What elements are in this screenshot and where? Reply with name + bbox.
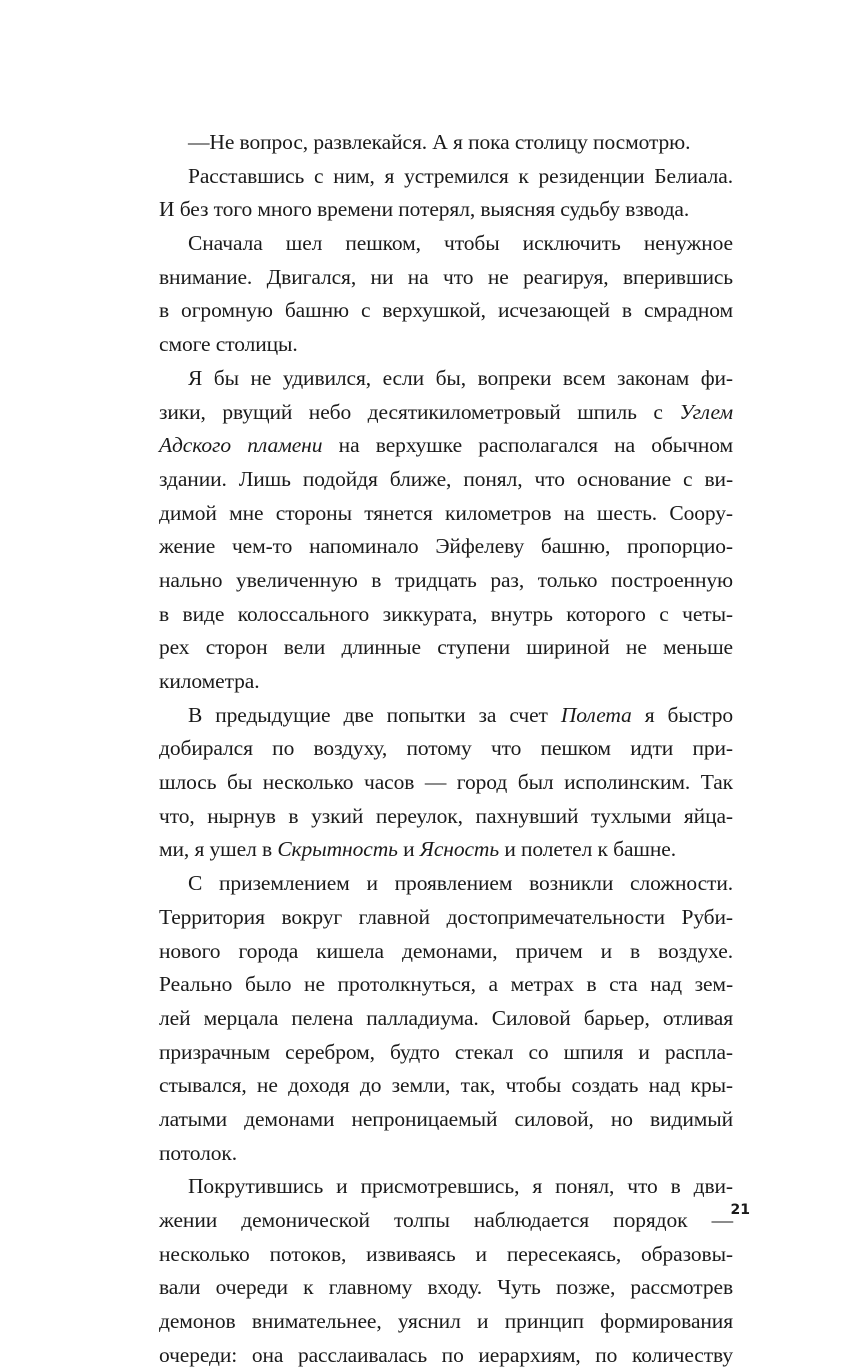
text-line <box>159 732 733 766</box>
text-line <box>159 1170 733 1204</box>
text-segment: Реально было не протолкнуться, а метрах в ста над зем- <box>159 972 733 997</box>
text-segment: Территория вокруг главной достопримечательности Руби- <box>159 904 733 929</box>
italic-segment: Адского пламени <box>159 433 323 458</box>
text-segment: —Не вопрос, развлекайся. А я пока столицу посмотрю. <box>188 130 691 154</box>
text-segment: Расставшись с ним, я устремился к резиденции Белиала. <box>188 163 733 188</box>
text-segment: стывался, не доходя до земли, так, чтобы создать над кры- <box>159 1073 733 1098</box>
body-text <box>159 126 733 1372</box>
text-line <box>159 497 733 531</box>
text-line <box>159 699 733 733</box>
text-segment: потолок. <box>159 1140 238 1165</box>
text-segment: что, нырнув в узкий переулок, пахнувший тухлыми яйца- <box>159 803 733 828</box>
text-line <box>159 1238 733 1272</box>
text-segment: нового города кишела демонами, причем и в воздухе. <box>159 938 733 963</box>
italic-segment: Ясность <box>419 837 500 862</box>
page-number: 21 <box>730 1202 750 1218</box>
text-segment: и полетел к башне. <box>499 837 676 862</box>
italic-segment: Углем <box>679 399 733 424</box>
text-segment: Покрутившись и присмотревшись, я понял, что в дви- <box>188 1174 733 1199</box>
text-segment: смоге столицы. <box>159 332 298 357</box>
text-line <box>159 362 733 396</box>
text-line <box>159 935 733 969</box>
text-segment: В предыдущие две попытки за счет <box>188 702 561 727</box>
text-segment: лей мерцала пелена палладиума. Силовой барьер, отливая <box>159 1005 733 1030</box>
text-segment: Сначала шел пешком, чтобы исключить ненужное <box>188 231 733 256</box>
text-segment: димой мне стороны тянется километров на шесть. Соору- <box>159 500 733 525</box>
text-segment: вали очереди к главному входу. Чуть позже, рассмотрев <box>159 1275 733 1300</box>
italic-segment: Скрытность <box>277 837 398 862</box>
text-segment: на верхушке располагался на обычном <box>322 433 733 458</box>
text-segment: очереди: она расслаивалась по иерархиям, по количеству <box>159 1342 733 1367</box>
text-line <box>159 328 733 362</box>
text-line <box>159 530 733 564</box>
text-line <box>159 1069 733 1103</box>
text-segment: С приземлением и проявлением возникли сложности. <box>188 871 733 896</box>
text-line <box>159 429 733 463</box>
text-line <box>159 665 733 699</box>
text-segment: жение чем-то напоминало Эйфелеву башню, пропорцио- <box>159 534 733 559</box>
text-segment: призрачным серебром, будто стекал со шпиля и распла- <box>159 1039 733 1064</box>
text-segment: зики, рвущий небо десятикилометровый шпиль с <box>159 399 680 424</box>
text-line <box>159 1339 733 1372</box>
text-segment: несколько потоков, извиваясь и пересекаясь, образовы- <box>159 1241 733 1266</box>
text-line <box>159 564 733 598</box>
text-segment: километра. <box>159 669 260 693</box>
text-segment: добирался по воздуху, потому что пешком идти при- <box>159 736 733 761</box>
text-line <box>159 800 733 834</box>
text-segment: в виде колоссального зиккурата, внутрь которого с четы- <box>159 601 733 626</box>
text-line <box>159 766 733 800</box>
text-line <box>159 227 733 261</box>
text-line <box>159 901 733 935</box>
text-line <box>159 1204 733 1238</box>
text-line <box>159 396 733 430</box>
text-line <box>159 1036 733 1070</box>
text-line <box>159 1002 733 1036</box>
text-segment: И без того много времени потерял, выясняя судьбу взвода. <box>159 197 690 222</box>
text-segment: рех сторон вели длинные ступени шириной не меньше <box>159 635 733 660</box>
text-line <box>159 631 733 665</box>
text-line <box>159 598 733 632</box>
text-segment: латыми демонами непроницаемый силовой, но видимый <box>159 1106 733 1131</box>
text-line <box>159 261 733 295</box>
text-line <box>159 867 733 901</box>
text-line <box>159 193 733 227</box>
text-line <box>159 1137 733 1171</box>
text-line <box>159 463 733 497</box>
text-line <box>159 1305 733 1339</box>
text-line <box>159 160 733 194</box>
text-segment: здании. Лишь подойдя ближе, понял, что основание с ви- <box>159 466 733 491</box>
text-line <box>159 294 733 328</box>
text-segment: в огромную башню с верхушкой, исчезающей в смрадном <box>159 298 733 323</box>
text-line <box>159 833 733 867</box>
text-segment: шлось бы несколько часов — город был исполинским. Так <box>159 770 733 795</box>
text-segment: нально увеличенную в тридцать раз, только построенную <box>159 567 733 592</box>
text-line <box>159 126 733 160</box>
text-line <box>159 1271 733 1305</box>
text-line <box>159 1103 733 1137</box>
text-segment: ми, я ушел в <box>159 837 278 862</box>
italic-segment: Полета <box>560 702 632 727</box>
text-line <box>159 968 733 1002</box>
text-segment: Я бы не удивился, если бы, вопреки всем законам фи- <box>188 365 733 390</box>
text-segment: и <box>397 837 420 862</box>
text-segment: демонов внимательнее, уяснил и принцип формирования <box>159 1309 733 1334</box>
text-segment: жении демонической толпы наблюдается порядок — <box>159 1208 733 1232</box>
text-segment: внимание. Двигался, ни на что не реагируя, вперившись <box>159 264 733 289</box>
text-segment: я быстро <box>631 702 733 727</box>
